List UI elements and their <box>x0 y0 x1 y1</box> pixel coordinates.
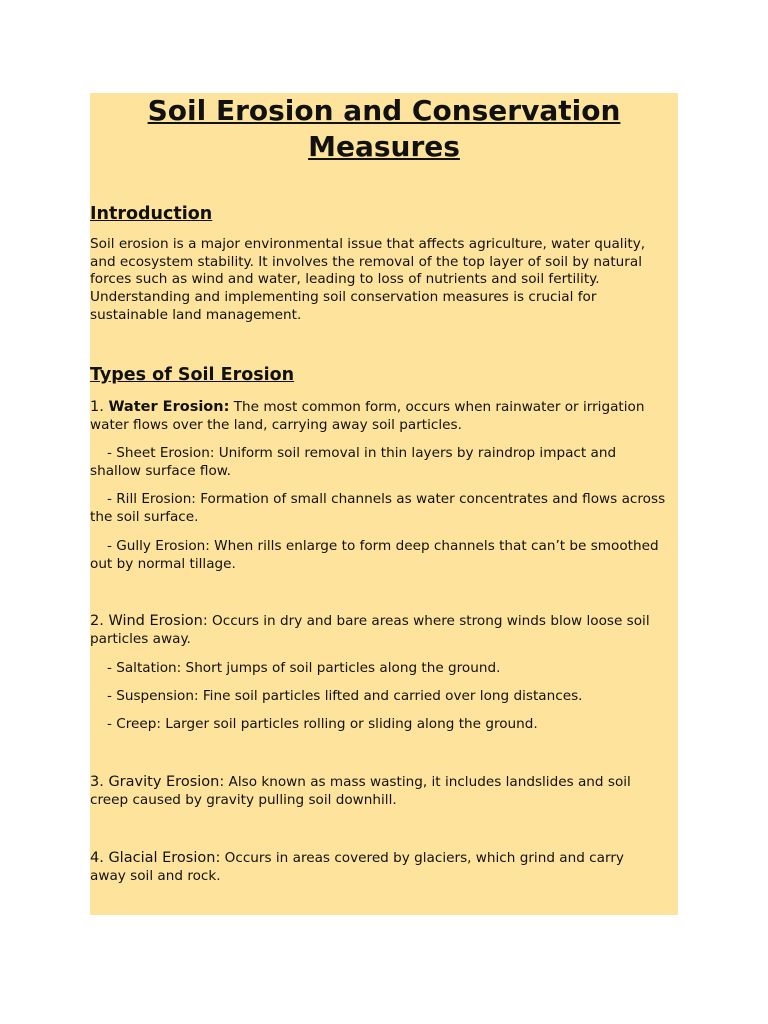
introduction-line: Understanding and implementing soil conservation measures is crucial for <box>90 289 597 306</box>
wind-erosion-line-1 <box>90 613 678 631</box>
gravity-erosion-line-2: creep caused by gravity pulling soil downhill. <box>90 791 397 808</box>
introduction-line: sustainable land management. <box>90 306 302 323</box>
page-title-line-1: Soil Erosion and Conservation <box>147 94 621 127</box>
sheet-erosion-line-2: shallow surface flow. <box>90 462 231 479</box>
sheet-erosion-line-1: - Sheet Erosion: Uniform soil removal in thin layers by raindrop impact and <box>107 445 617 461</box>
introduction-line: Soil erosion is a major environmental issue that affects agriculture, water quality, <box>90 236 646 252</box>
introduction-line: and ecosystem stability. It involves the removal of the top layer of soil by natural <box>90 253 642 270</box>
introduction-line: forces such as wind and water, leading to loss of nutrients and soil fertility. <box>90 271 600 288</box>
glacial-erosion-paragraph <box>90 850 678 885</box>
types-heading: Types of Soil Erosion <box>90 365 295 385</box>
wind-erosion-text: Occurs in dry and bare areas where strong winds blow loose soil <box>207 613 650 629</box>
water-erosion-text: The most common form, occurs when rainwater or irrigation <box>229 399 645 415</box>
introduction-paragraph <box>90 236 678 325</box>
water-erosion-number: 1. <box>90 399 109 415</box>
rill-erosion-line-1: - Rill Erosion: Formation of small channels as water concentrates and flows across <box>107 491 666 507</box>
wind-erosion-paragraph <box>90 613 678 648</box>
gravity-erosion-line-1 <box>90 774 678 792</box>
wind-erosion-line-2: particles away. <box>90 630 191 647</box>
gravity-erosion-paragraph <box>90 774 678 809</box>
gully-erosion-line-2: out by normal tillage. <box>90 555 236 572</box>
introduction-heading: Introduction <box>90 204 213 224</box>
creep-item: - Creep: Larger soil particles rolling or sliding along the ground. <box>107 716 538 732</box>
glacial-erosion-text: Occurs in areas covered by glaciers, which grind and carry <box>220 850 624 866</box>
water-erosion-line-2: water flows over the land, carrying away soil particles. <box>90 416 462 433</box>
page-title-line-2: Measures <box>308 130 460 163</box>
sheet-erosion-item <box>90 445 678 480</box>
water-erosion-paragraph <box>90 399 678 434</box>
page-title <box>90 93 678 165</box>
rill-erosion-line-2: the soil surface. <box>90 508 199 525</box>
saltation-item: - Saltation: Short jumps of soil particles along the ground. <box>107 660 501 676</box>
glacial-erosion-label: 4. Glacial Erosion: <box>90 850 221 866</box>
document-page <box>90 93 678 915</box>
gully-erosion-item <box>90 538 678 573</box>
suspension-item: - Suspension: Fine soil particles lifted and carried over long distances. <box>107 688 583 704</box>
rill-erosion-item <box>90 491 678 526</box>
water-erosion-label: Water Erosion: <box>108 399 230 415</box>
gravity-erosion-text: Also known as mass wasting, it includes landslides and soil <box>224 774 631 790</box>
gravity-erosion-label: 3. Gravity Erosion: <box>90 774 225 790</box>
wind-erosion-label: 2. Wind Erosion: <box>90 613 208 629</box>
glacial-erosion-line-2: away soil and rock. <box>90 867 221 884</box>
water-erosion-line-1 <box>90 399 678 417</box>
gully-erosion-line-1: - Gully Erosion: When rills enlarge to form deep channels that can’t be smoothed <box>107 538 659 554</box>
glacial-erosion-line-1 <box>90 850 678 868</box>
